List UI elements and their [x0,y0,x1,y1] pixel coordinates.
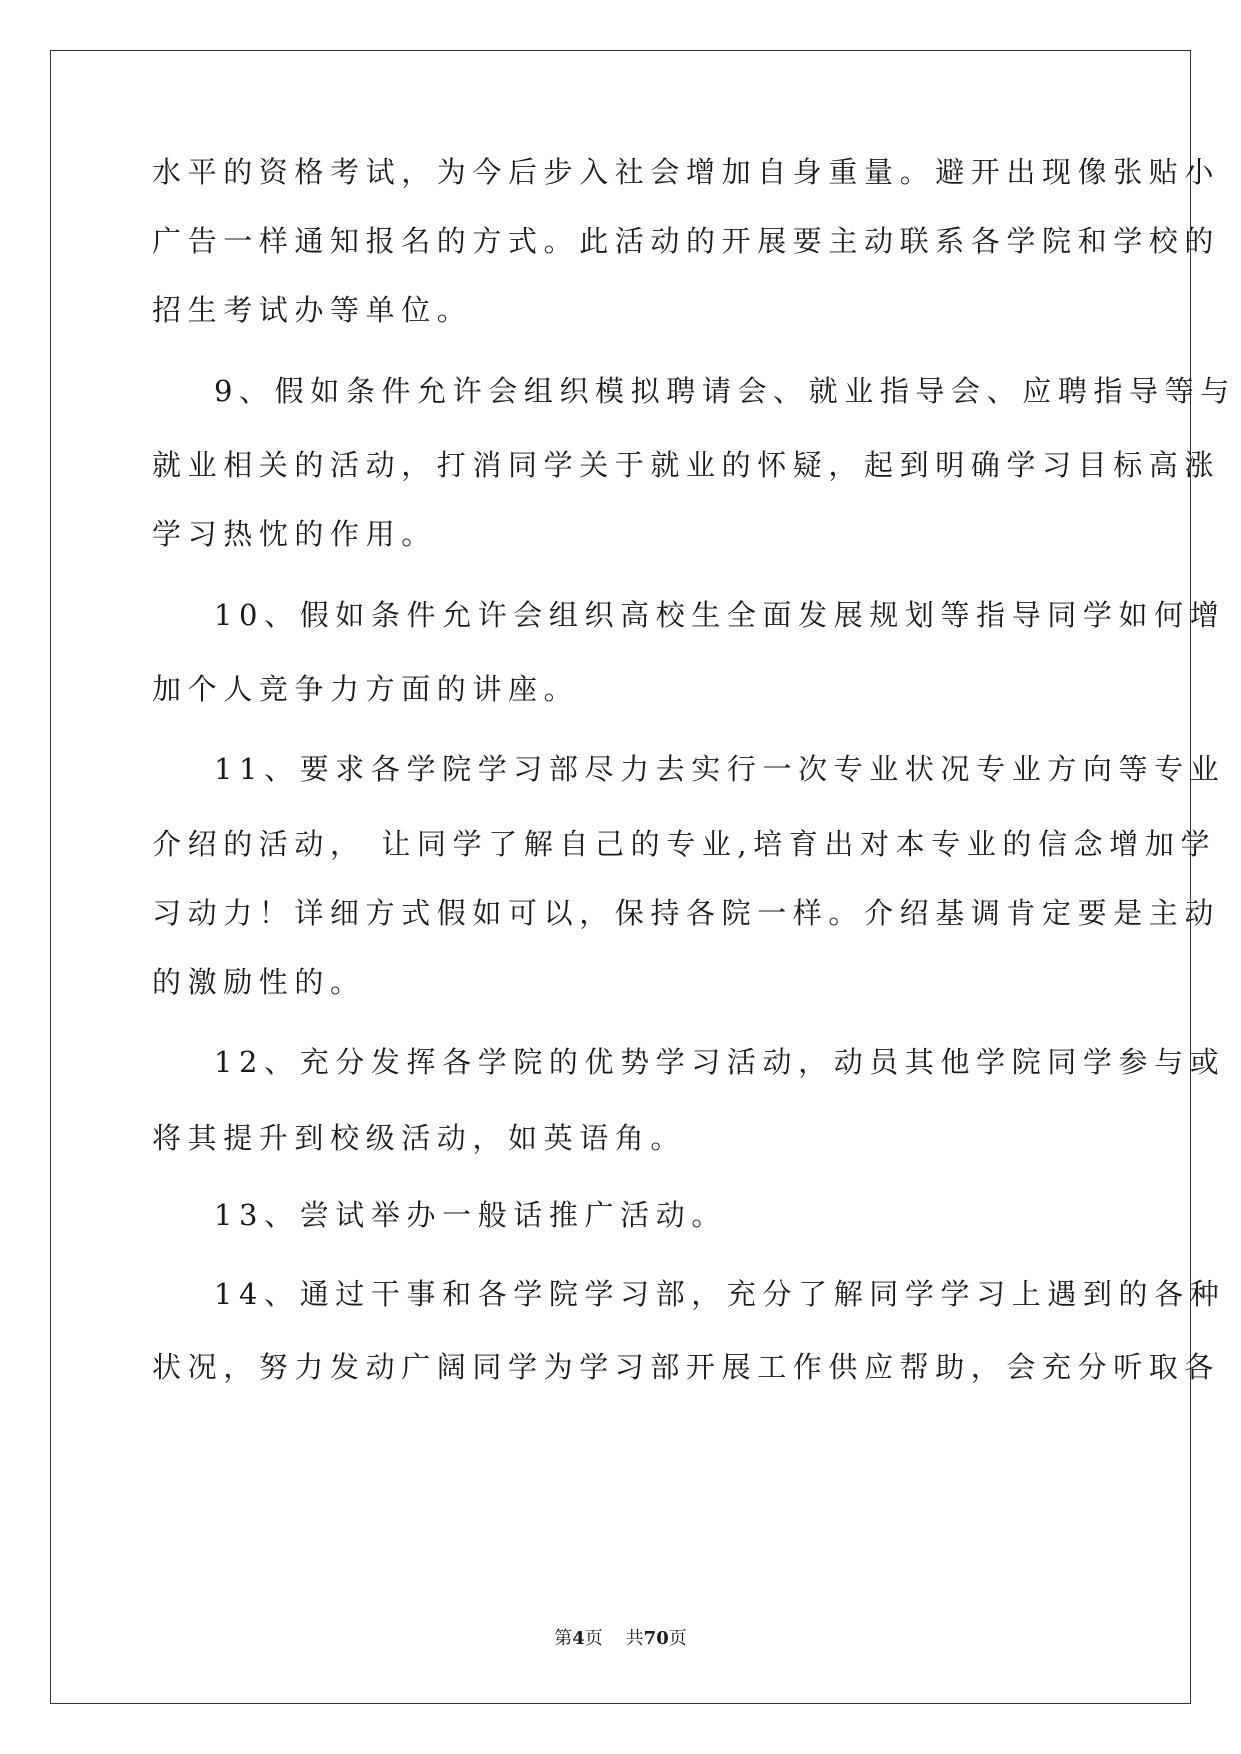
text-line: 10、假如条件允许会组织高校生全面发展规划等指导同学如何增 [214,598,1226,632]
text-line: 12、充分发挥各学院的优势学习活动，动员其他学院同学参与或 [214,1045,1226,1079]
footer-page-unit: 页 [584,1628,603,1649]
text-line: 介绍的活动， 让同学了解自己的专业,培育出对本专业的信念增加学 [152,827,1217,861]
text-line: 习动力！详细方式假如可以，保持各院一样。介绍基调肯定要是主动 [152,896,1221,930]
text-line: 13、尝试举办一般话推广活动。 [214,1198,727,1232]
text-line: 招生考试办等单位。 [152,293,473,327]
footer-total-unit: 页 [668,1628,687,1649]
page-number: 4 [572,1628,585,1649]
page-footer [0,1624,1241,1650]
text-line: 9、假如条件允许会组织模拟聘请会、就业指导会、应聘指导等与 [214,374,1236,408]
text-line: 将其提升到校级活动，如英语角。 [152,1121,687,1155]
text-line: 学习热忱的作用。 [152,517,437,551]
text-line: 加个人竞争力方面的讲座。 [152,672,580,706]
text-line: 14、通过干事和各学院学习部，充分了解同学学习上遇到的各种 [214,1277,1226,1311]
footer-total-prefix: 共 [625,1628,644,1649]
text-line: 状况，努力发动广阔同学为学习部开展工作供应帮助，会充分听取各 [152,1350,1221,1384]
text-line: 11、要求各学院学习部尽力去实行一次专业状况专业方向等专业 [214,752,1226,786]
footer-prefix: 第 [554,1628,573,1649]
total-pages: 70 [643,1628,669,1649]
text-line: 的激励性的。 [152,965,366,999]
text-line: 就业相关的活动，打消同学关于就业的怀疑，起到明确学习目标高涨 [152,448,1221,482]
text-line: 广告一样通知报名的方式。此活动的开展要主动联系各学院和学校的 [152,224,1221,258]
text-line: 水平的资格考试，为今后步入社会增加自身重量。避开出现像张贴小 [152,155,1221,189]
